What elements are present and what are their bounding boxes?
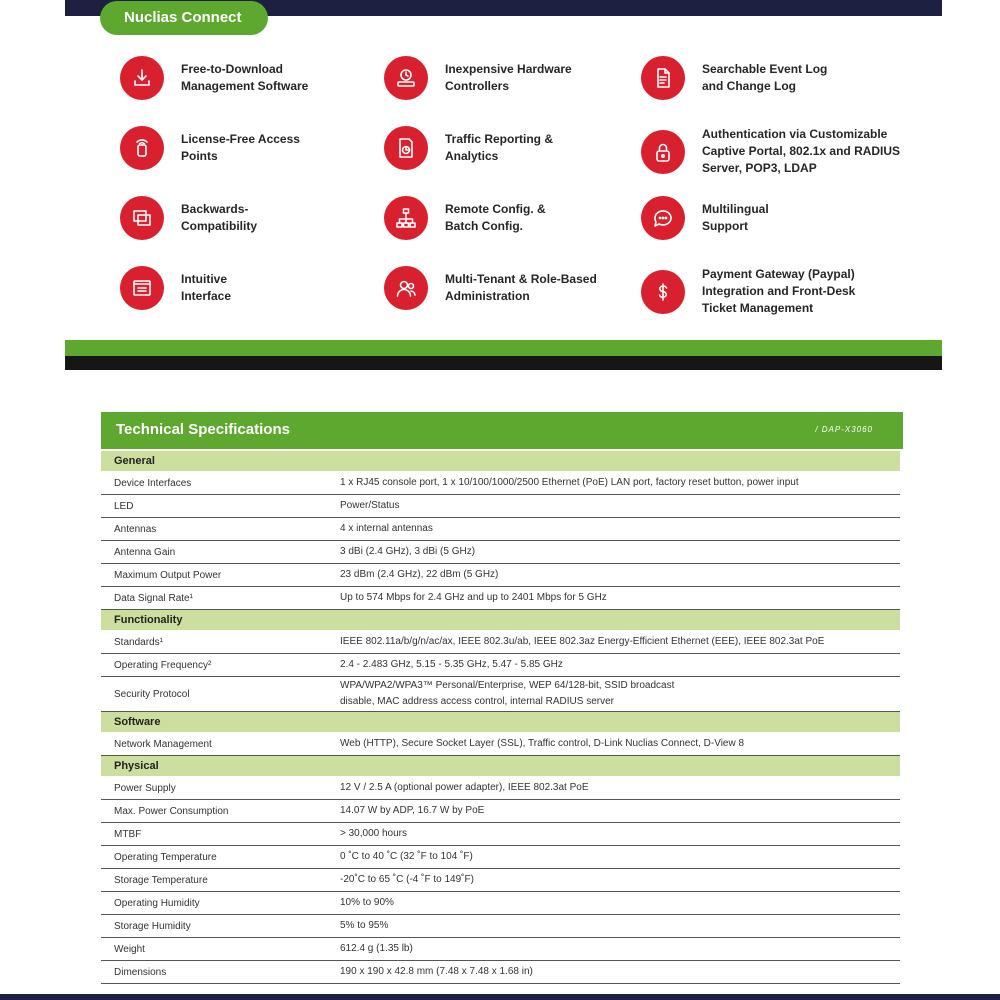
feature-text: Traffic Reporting & Analytics	[445, 132, 554, 163]
section-title: Software	[101, 712, 900, 733]
feature-text: Intuitive Interface	[181, 272, 232, 303]
spec-value: IEEE 802.11a/b/g/n/ac/ax, IEEE 802.3u/ab, IEEE 802.3az Energy-Efficient Ethernet (EEE), IEEE 802.3at PoE	[340, 631, 900, 654]
table-row	[101, 654, 900, 677]
interface-icon	[120, 266, 164, 310]
spec-label: Antenna Gain	[101, 541, 340, 564]
table-row	[101, 938, 900, 961]
spec-value: -20˚C to 65 ˚C (-4 ˚F to 149˚F)	[340, 869, 900, 892]
section-title: Functionality	[101, 610, 900, 631]
spec-value: 23 dBm (2.4 GHz), 22 dBm (5 GHz)	[340, 564, 900, 587]
feature-license-free	[120, 126, 300, 170]
spec-label: LED	[101, 495, 340, 518]
spec-value: Up to 574 Mbps for 2.4 GHz and up to 2401 Mbps for 5 GHz	[340, 587, 900, 610]
feature-backwards-compat	[120, 196, 257, 240]
table-row	[101, 733, 900, 756]
users-icon	[384, 266, 428, 310]
table-row	[101, 777, 900, 800]
brand-pill: Nuclias Connect	[100, 1, 268, 35]
section-software	[101, 712, 900, 733]
spec-value: Power/Status	[340, 495, 900, 518]
bottom-band	[0, 994, 1000, 1000]
table-row	[101, 846, 900, 869]
hierarchy-icon	[384, 196, 428, 240]
features-grid	[0, 0, 1000, 340]
spec-label: Power Supply	[101, 777, 340, 800]
green-divider	[65, 340, 942, 356]
feature-text: Payment Gateway (Paypal) Integration and Front-Desk Ticket Management	[702, 267, 856, 315]
access-point-icon	[120, 126, 164, 170]
table-row	[101, 495, 900, 518]
table-row	[101, 869, 900, 892]
feature-text: License-Free Access Points	[181, 132, 300, 163]
lock-icon	[641, 130, 685, 174]
dollar-icon	[641, 270, 685, 314]
spec-label: Network Management	[101, 733, 340, 756]
spec-label: Storage Humidity	[101, 915, 340, 938]
spec-label: Maximum Output Power	[101, 564, 340, 587]
spec-value: 1 x RJ45 console port, 1 x 10/100/1000/2500 Ethernet (PoE) LAN port, factory reset button, power input	[340, 472, 900, 495]
spec-label: Device Interfaces	[101, 472, 340, 495]
table-row	[101, 587, 900, 610]
feature-text: Inexpensive Hardware Controllers	[445, 62, 572, 93]
spec-value: 10% to 90%	[340, 892, 900, 915]
chat-bubble-icon	[641, 196, 685, 240]
spec-label: Operating Temperature	[101, 846, 340, 869]
spec-label: Security Protocol	[101, 677, 340, 712]
spec-value: 2.4 - 2.483 GHz, 5.15 - 5.35 GHz, 5.47 - 5.85 GHz	[340, 654, 900, 677]
feature-authentication	[641, 126, 900, 177]
feature-text: Multi-Tenant & Role-Based Administration	[445, 272, 597, 303]
spec-table	[101, 451, 900, 984]
document-icon	[641, 56, 685, 100]
table-row	[101, 518, 900, 541]
feature-multi-tenant	[384, 266, 597, 310]
table-row	[101, 961, 900, 984]
spec-label: Storage Temperature	[101, 869, 340, 892]
feature-text: Authentication via Customizable Captive Portal, 802.1x and RADIUS Server, POP3, LDAP	[702, 127, 901, 175]
spec-value: > 30,000 hours	[340, 823, 900, 846]
feature-traffic-reporting	[384, 126, 553, 170]
table-row	[101, 631, 900, 654]
section-general	[101, 451, 900, 472]
feature-text: Multilingual Support	[702, 202, 769, 233]
spec-label: Dimensions	[101, 961, 340, 984]
table-row	[101, 564, 900, 587]
spec-label: Standards¹	[101, 631, 340, 654]
feature-remote-config	[384, 196, 546, 240]
feature-text: Remote Config. & Batch Config.	[445, 202, 546, 233]
spec-label: MTBF	[101, 823, 340, 846]
spec-value: 14.07 W by ADP, 16.7 W by PoE	[340, 800, 900, 823]
feature-hardware-controllers	[384, 56, 572, 100]
spec-label: Data Signal Rate¹	[101, 587, 340, 610]
feature-free-download	[120, 56, 308, 100]
spec-label: Operating Frequency²	[101, 654, 340, 677]
table-row	[101, 677, 900, 712]
windows-icon	[120, 196, 164, 240]
spec-value: 0 ˚C to 40 ˚C (32 ˚F to 104 ˚F)	[340, 846, 900, 869]
table-row	[101, 541, 900, 564]
spec-value: 612.4 g (1.35 lb)	[340, 938, 900, 961]
section-physical	[101, 756, 900, 777]
spec-header	[101, 412, 903, 449]
controller-icon	[384, 56, 428, 100]
table-row	[101, 823, 900, 846]
spec-value: 5% to 95%	[340, 915, 900, 938]
spec-model: / DAP-X3060	[815, 425, 873, 434]
feature-multilingual	[641, 196, 769, 240]
feature-intuitive	[120, 266, 231, 310]
table-row	[101, 800, 900, 823]
dark-divider	[65, 356, 942, 370]
table-row	[101, 892, 900, 915]
download-icon	[120, 56, 164, 100]
spec-value: 190 x 190 x 42.8 mm (7.48 x 7.48 x 1.68 in)	[340, 961, 900, 984]
spec-value: 4 x internal antennas	[340, 518, 900, 541]
section-title: Physical	[101, 756, 900, 777]
spec-value: Web (HTTP), Secure Socket Layer (SSL), Traffic control, D-Link Nuclias Connect, D-View 8	[340, 733, 900, 756]
feature-text: Searchable Event Log and Change Log	[702, 62, 828, 93]
spec-label: Antennas	[101, 518, 340, 541]
feature-event-log	[641, 56, 827, 100]
spec-value: 3 dBi (2.4 GHz), 3 dBi (5 GHz)	[340, 541, 900, 564]
spec-title: Technical Specifications	[116, 421, 290, 438]
spec-value: WPA/WPA2/WPA3™ Personal/Enterprise, WEP 64/128-bit, SSID broadcast disable, MAC address access control, internal RADIUS server	[340, 677, 900, 712]
feature-text: Backwards- Compatibility	[181, 202, 258, 233]
spec-label: Max. Power Consumption	[101, 800, 340, 823]
spec-value: 12 V / 2.5 A (optional power adapter), IEEE 802.3at PoE	[340, 777, 900, 800]
report-icon	[384, 126, 428, 170]
feature-payment	[641, 266, 855, 317]
spec-label: Weight	[101, 938, 340, 961]
section-functionality	[101, 610, 900, 631]
feature-text: Free-to-Download Management Software	[181, 62, 309, 93]
table-row	[101, 472, 900, 495]
section-title: General	[101, 451, 900, 472]
spec-label: Operating Humidity	[101, 892, 340, 915]
table-row	[101, 915, 900, 938]
